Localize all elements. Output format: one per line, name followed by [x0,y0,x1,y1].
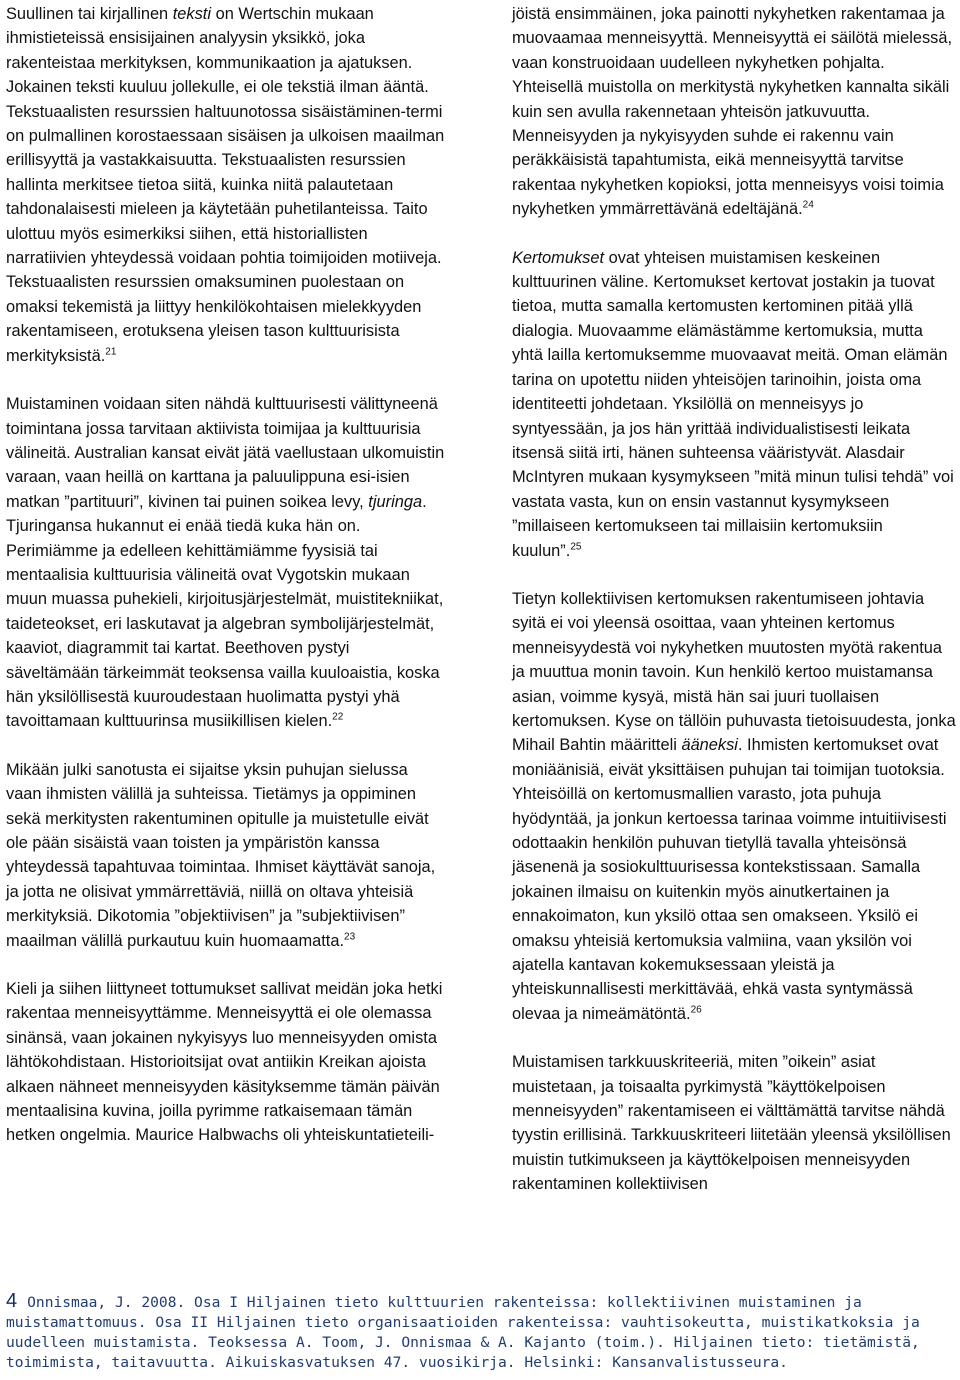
paragraph: Suullinen tai kirjallinen teksti on Wertschin mukaan ihmistieteissä ensisijainen analyysin yksikkö, joka rakenteistaa merkityksen, kommunikaation ja ajatuksen. Jokainen teksti kuuluu jollekulle, ei ole tekstiä ilman ääntä. Tekstuaalisten resurssien haltuunotossa sisäistäminen-termi on pulmallinen korostaessaan sisäisen ja ulkoisen maailman erillisyyttä ja vastakkaisuutta. Tekstuaalisten resurssien hallinta merkitsee tietoa siitä, kuinka niitä palautetaan tahdonalaisesti mieleen ja käytetään puhetilanteissa. Taito ulottuu myös esimerkiksi siihen, että historiallisten narratiivien yhteydessä voidaan pohtia toimijoiden motiiveja. Tekstuaalisten resurssien omaksuminen puolestaan on omaksi tekemistä ja liittyy henkilökohtaisen mielekkyyden rakentamiseen, erotuksena yleisen tason kulttuurisista merkityksistä.$^{21}$ [6,5,445,365]
paragraph: Tietyn kollektiivisen kertomuksen rakentumiseen johtavia syitä ei voi yleensä osoittaa, vaan yhteinen kertomus menneisyydestä voi nykyhetken muutosten myötä rakentua ja muuttua monin tavoin. Kun henkilö kertoo muistamansa asian, voimme kysyä, mistä hän sai juuri tuollaisen kertomuksen. Kyse on tällöin puhuvasta tietoisuudesta, jonka Mihail Bahtin määritteli ääneksi. Ihmisten kertomukset ovat moniäänisiä, eivät yksittäisen puhujan tai toimijan tuotoksia. Yhteisöillä on kertomusmallien varasto, jota puhuja hyödyntää, ja jonkun kertoessa tarinaa voimme intuitiivisesti odottaakin henkilön puhuvan tietyllä tavalla yhteisönsä jäsenenä ja sosiokulttuurisessa kontekstissaan. Samalla jokainen ilmaisu on kuitenkin myös ainutkertainen ja ennakoimaton, kun yksilö ottaa sen omakseen. Yksilö ei omaksu yhteisiä kertomuksia valmiina, vaan yksilön voi ajatella kantavan kokemuksessaan yleistä ja yhteiskunnallisesti merkittävää, ehkä vasta syntymässä olevaa ja nimeämätöntä.$^{26}$ [512,589,956,1023]
paragraph: Muistaminen voidaan siten nähdä kulttuurisesti välittyneenä toimintana jossa tarvitaan aktiivista toimijaa ja kulttuurisia välineitä. Australian kansat eivät jätä vaellustaan ulkomuistin varaan, vaan heillä on karttana ja paluulippuna esi-isien matkan ”partituuri”, kivinen tai puinen soikea levy, tjuringa. Tjuringansa hukannut ei enää tiedä kuka hän on. Perimiämme ja edelleen kehittämiämme fyysisiä tai mentaalisia kulttuurisia välineitä ovat Vygotskin mukaan muun muassa puhekieli, kirjoitusjärjestelmät, muistitekniikat, taideteokset, eri laskutavat ja algebran symbolijärjestelmät, kaaviot, diagrammit tai kartat. Beethoven pystyi säveltämään tärkeimmät teoksensa vailla kuuloaistia, koska hän yksilöllisestä kuuroudestaan huolimatta pystyi yhä tavoittamaan kulttuurinsa musiikillisen kielen.$^{22}$ [6,395,445,731]
paragraph: Muistamisen tarkkuuskriteeriä, miten ”oikein” asiat muistetaan, ja toisaalta pyrkimystä ”käyttökelpoisen menneisyyden” rakentamiseen ei välttämättä tarvitse nähdä tyystin erillisinä. Tarkkuuskriteeri liitetään yleensä yksilöllisen muistin tutkimukseen ja käyttökelpoisen menneisyyden rakentaminen kollektiivisen [512,1053,951,1194]
page-number: 4 [6,1290,18,1312]
footer-citation [6,1291,950,1373]
citation-text: Onnismaa, J. 2008. Osa I Hiljainen tieto kulttuurien rakenteissa: kollektiivinen muistaminen ja muistamattomuus. Osa II Hiljainen tieto organisaatioiden rakenteissa: vauhtisokeutta, muistikatkoksia ja uudelleen muistamista. Teoksessa A. Toom, J. Onnismaa & A. Kajanto (toim.). Hiljainen tieto: tietämistä, toimimista, taitavuutta. Aikuiskasvatuksen 47. vuosikirja. Helsinki: Kansanvalistusseura. [6,1294,920,1371]
paragraph: Kertomukset ovat yhteisen muistamisen keskeinen kulttuurinen väline. Kertomukset kertovat jostakin ja tuovat tietoa, mutta samalla kertomusten kertominen pitää yllä dialogia. Muovaamme elämästämme kertomuksia, mutta yhtä lailla kertomuksemme muovaavat meitä. Oman elämän tarina on upotettu niiden yhteisöjen tarinoihin, joista oma identiteetti johdetaan. Yksilöllä on menneisyys jo syntyessään, ja jos hän yrittää individualistisesti leikata itsensä siitä irti, hänen suhteensa vääristyvät. Alasdair McIntyren mukaan kysymykseen ”mitä minun tulisi tehdä” voi vastata vasta, kun on ensin vastannut kysymykseen ”millaiseen kertomukseen tai millaisiin kertomuksiin kuulun”.$^{25}$ [512,248,954,560]
right-column [512,2,956,1221]
paragraph: Kieli ja siihen liittyneet tottumukset sallivat meidän joka hetki rakentaa menneisyyttämme. Menneisyyttä ei ole olemassa sinänsä, vaan jokainen nykyisyys luo menneisyyden omista lähtökohdistaan. Historioitsijat ovat antiikin Kreikan ajoista alkaen nähneet menneisyyden käsityksemme tämän päivän mentaalisina kuvina, joilla pyrimme ratkaisemaan tämän hetken ongelmia. Maurice Halbwachs oli yhteiskuntatieteili- [6,980,443,1145]
paragraph: Mikään julki sanotusta ei sijaitse yksin puhujan sielussa vaan ihmisten välillä ja suhteissa. Tietämys ja oppiminen sekä merkitysten rakentuminen opitulle ja muistetulle eivät ole pään sisäistä vaan toisten ja ympäristön kanssa yhteydessä tapahtuvaa toimintaa. Ihmiset käyttävät sanoja, ja jotta ne olisivat ymmärrettäviä, niillä on oltava yhteisiä merkityksiä. Dikotomia ”objektiivisen” ja ”subjektiivisen” maailman välillä purkautuu kuin huomaamatta.$^{23}$ [6,760,436,950]
left-column [6,2,446,1172]
paragraph: jöistä ensimmäinen, joka painotti nykyhetken rakentamaa ja muovaamaa menneisyyttä. Menneisyyttä ei säilötä mielessä, vaan konstruoidaan uudelleen nykyhetken pohjalta. Yhteisellä muistolla on merkitystä nykyhetken kannalta sikäli kuin sen avulla rakennetaan yhteisön jatkuvuutta. Menneisyyden ja nykyisyyden suhde ei rakennu vain peräkkäisistä tapahtumista, eikä menneisyyttä tarvitse rakentaa nykyhetken kopioksi, jotta menneisyys voisi toimia nykyhetken ymmärrettävänä edeltäjänä.$^{24}$ [512,5,953,219]
